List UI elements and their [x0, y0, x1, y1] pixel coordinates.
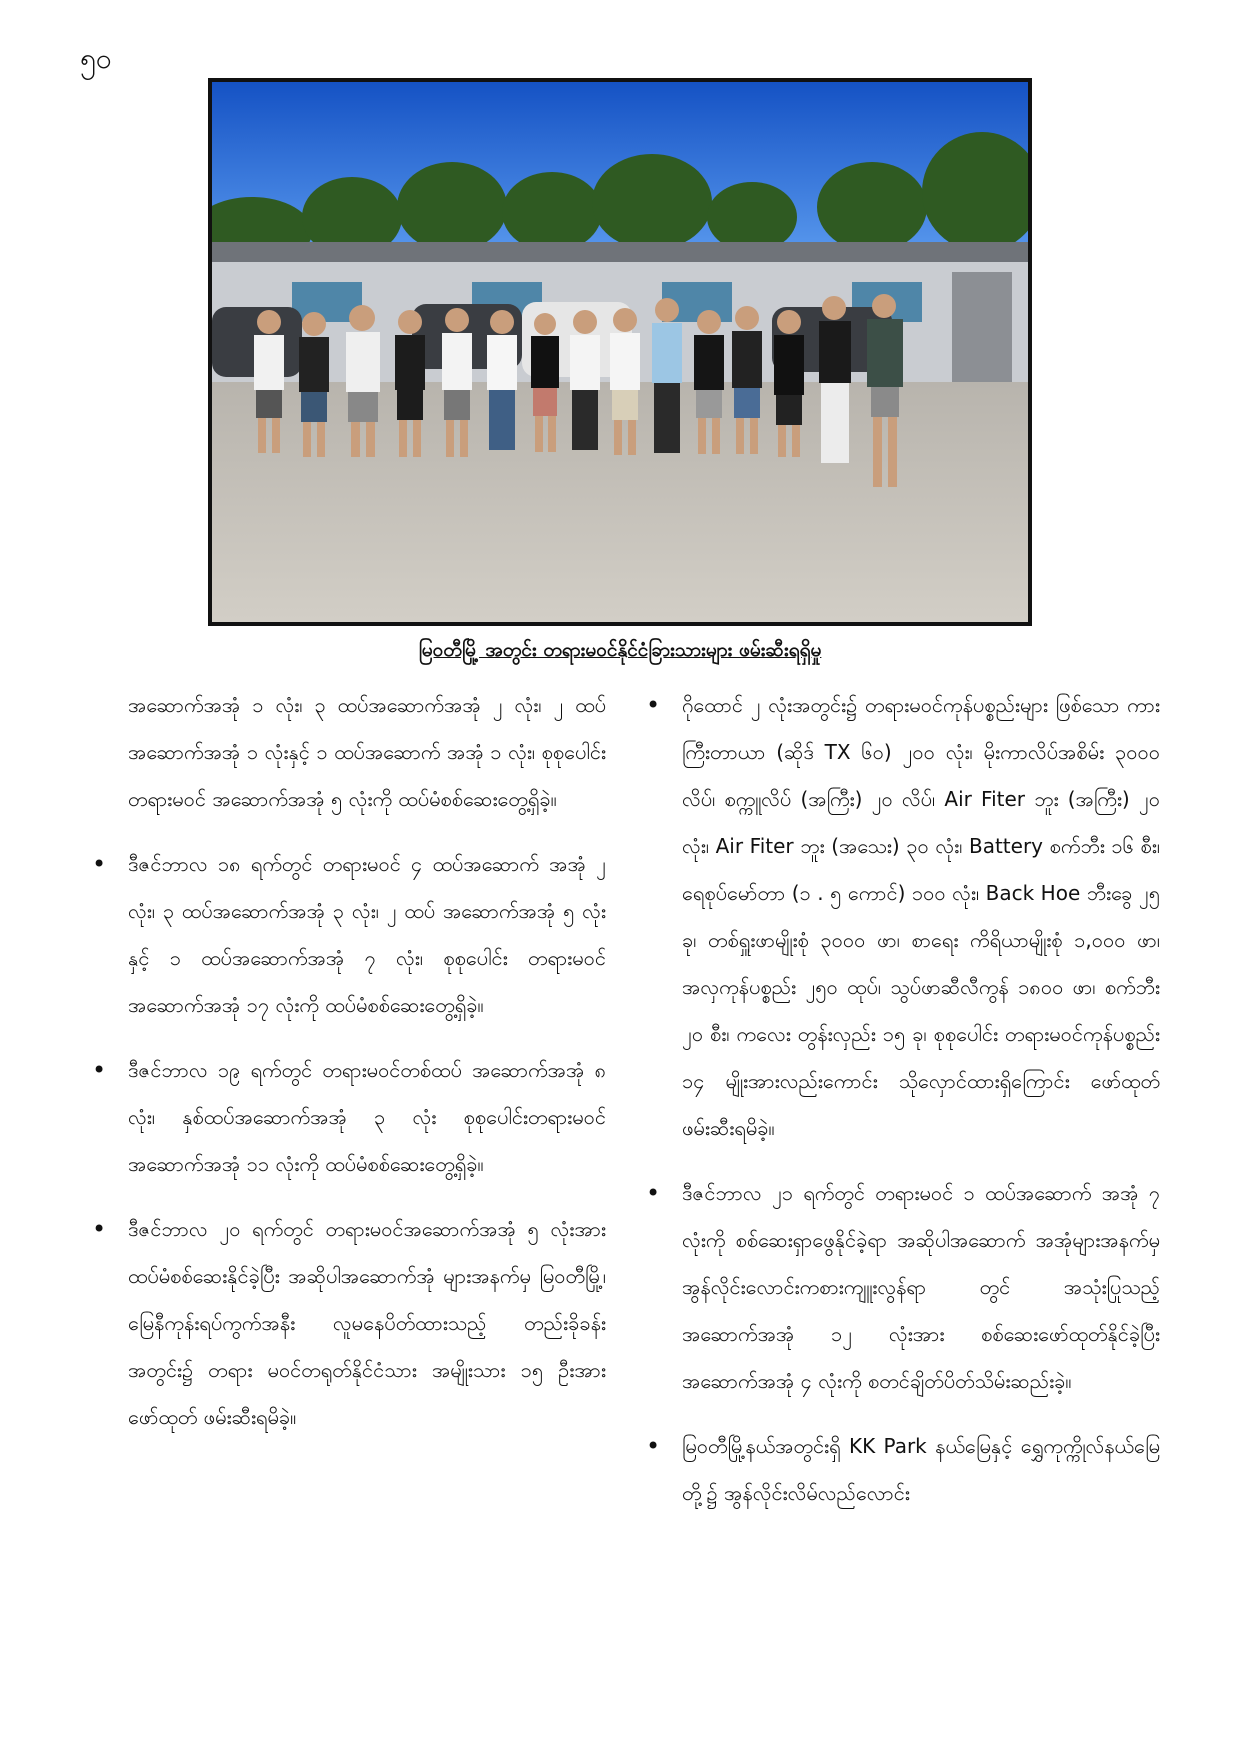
bullet-paragraph: • ဒီဇင်ဘာလ ၁၈ ရက်တွင် တရားမဝင် ၄ ထပ်အဆောက် အအုံ ၂ လုံး၊ ၃ ထပ်အဆောက်အအုံ ၃ လုံး၊ ၂ ထပ် အဆောက်အအုံ ၅ လုံးနှင့် ၁ ထပ်အဆောက်အအုံ ၇ လုံး၊ စုစုပေါင်း တရားမဝင်အဆောက်အအုံ ၁၇ လုံးကို ထပ်မံစစ်ဆေးတွေ့ရှိခဲ့။ [86, 841, 606, 1029]
left-column [86, 682, 606, 1459]
right-column [640, 682, 1160, 1535]
paragraph: အဆောက်အအုံ ၁ လုံး၊ ၃ ထပ်အဆောက်အအုံ ၂ လုံး၊ ၂ ထပ်အဆောက်အအုံ ၁ လုံးနှင့် ၁ ထပ်အဆောက် အအုံ ၁ လုံး၊ စုစုပေါင်း တရားမဝင် အဆောက်အအုံ ၅ လုံးကို ထပ်မံစစ်ဆေးတွေ့ရှိခဲ့။ [128, 693, 606, 811]
page-number: ၅၀ [80, 42, 112, 75]
bullet-paragraph: • ဒီဇင်ဘာလ ၂၁ ရက်တွင် တရားမဝင် ၁ ထပ်အဆောက် အအုံ ၇ လုံးကို စစ်ဆေးရှာဖွေနိုင်ခဲ့ရာ အဆိုပါအဆောက် အအုံများအနက်မှ အွန်လိုင်းလောင်းကစားကျူးလွန်ရာ တွင် အသုံးပြုသည့် အဆောက်အအုံ ၁၂ လုံးအား စစ်ဆေးဖော်ထုတ်နိုင်ခဲ့ပြီး အဆောက်အအုံ ၄ လုံးကို စတင်ချိတ်ပိတ်သိမ်းဆည်းခဲ့။ [640, 1170, 1160, 1405]
bullet-paragraph: • ဒီဇင်ဘာလ ၁၉ ရက်တွင် တရားမဝင်တစ်ထပ် အဆောက်အအုံ ၈ လုံး၊ နှစ်ထပ်အဆောက်အအုံ ၃ လုံး စုစုပေါင်းတရားမဝင် အဆောက်အအုံ ၁၁ လုံးကို ထပ်မံစစ်ဆေးတွေ့ရှိခဲ့။ [86, 1047, 606, 1188]
arrested-men-photo [212, 82, 1028, 622]
bullet-paragraph: • ဂိုထောင် ၂ လုံးအတွင်း၌ တရားမဝင်ကုန်ပစ္စည်းများ ဖြစ်သော ကားကြီးတာယာ (ဆိုဒ် TX ၆၀) ၂၀၀ လုံး၊ မိုးကာလိပ်အစိမ်း ၃၀၀၀ လိပ်၊ စက္ကူလိပ် (အကြီး) ၂၀ လိပ်၊ Air Fiter ဘူး (အကြီး) ၂၀ လုံး၊ Air Fiter ဘူး (အသေး) ၃၀ လုံး၊ Battery စက်ဘီး ၁၆ စီး၊ ရေစုပ်မော်တာ (၁ . ၅ ကောင်) ၁၀၀ လုံး၊ Back Hoe ဘီးခွေ ၂၅ ခု၊ တစ်ရှူးဖာမျိုးစုံ ၃၀၀၀ ဖာ၊ စာရေး ကိရိယာမျိုးစုံ ၁,၀၀၀ ဖာ၊ အလှကုန်ပစ္စည်း ၂၅၀ ထုပ်၊ သွပ်ဖာဆီလီကွန် ၁၈၀၀ ဖာ၊ စက်ဘီး ၂၀ စီး၊ ကလေး တွန်းလှည်း ၁၅ ခု၊ စုစုပေါင်း တရားမဝင်ကုန်ပစ္စည်း ၁၄ မျိုးအားလည်းကောင်း သိုလှောင်ထားရှိကြောင်း ဖော်ထုတ်ဖမ်းဆီးရမိခဲ့။ [640, 682, 1160, 1152]
photo-caption: မြဝတီမြို့ အတွင်း တရားမဝင်နိုင်ငံခြားသားများ ဖမ်းဆီးရရှိမှု [418, 639, 822, 661]
news-photo [208, 78, 1032, 626]
bullet-paragraph: • ဒီဇင်ဘာလ ၂၀ ရက်တွင် တရားမဝင်အဆောက်အအုံ ၅ လုံးအား ထပ်မံစစ်ဆေးနိုင်ခဲ့ပြီး အဆိုပါအဆောက်အုံ များအနက်မှ မြဝတီမြို့၊ မြေနီကုန်းရပ်ကွက်အနီး လူမနေပိတ်ထားသည့် တည်းခိုခန်းအတွင်း၌ တရား မဝင်တရုတ်နိုင်ငံသား အမျိုးသား ၁၅ ဦးအား ဖော်ထုတ် ဖမ်းဆီးရမိခဲ့။ [86, 1206, 606, 1441]
bullet-paragraph: • မြဝတီမြို့နယ်အတွင်းရှိ KK Park နယ်မြေနှင့် ရွှေကုက္ကိုလ်နယ်မြေတို့၌ အွန်လိုင်းလိမ်လည်လောင်း [640, 1423, 1160, 1517]
